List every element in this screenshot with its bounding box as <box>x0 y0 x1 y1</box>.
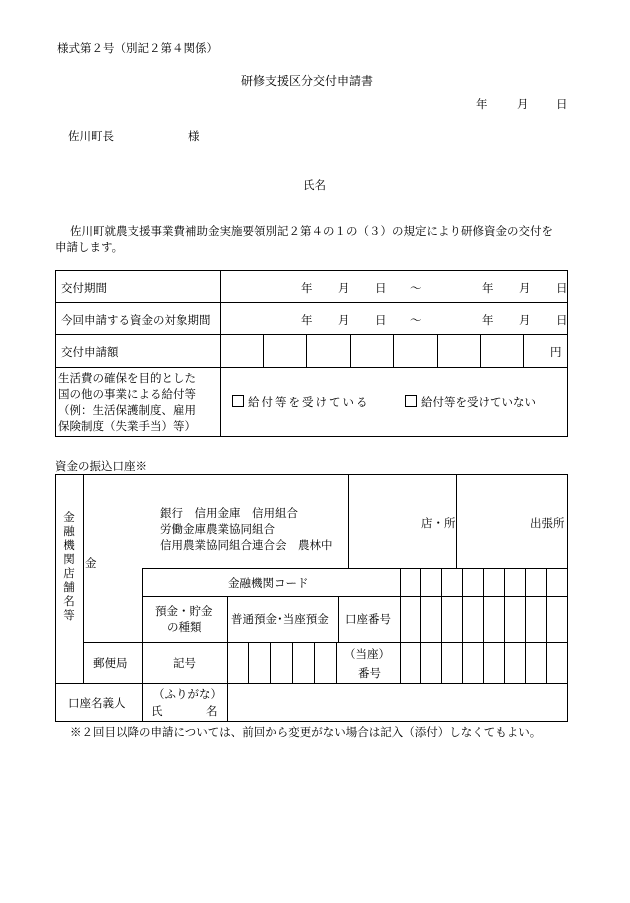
target-period-end-month: 月 <box>519 313 531 327</box>
date-month: 月 <box>517 97 529 111</box>
grant-period-start-month: 月 <box>338 281 350 295</box>
body-text-line1: 佐川町就農支援事業費補助金実施要領別記２第４の１の（３）の規定により研修資金の交付を <box>70 224 553 238</box>
target-period-start-day: 日 <box>375 313 387 327</box>
deposit-type-options: 普通預金･当座預金 <box>231 612 329 626</box>
body-text-line2: 申請します。 <box>55 240 124 254</box>
form-title: 研修支援区分交付申請書 <box>241 74 374 88</box>
account-heading: 資金の振込口座※ <box>55 459 147 473</box>
target-period-start-year: 年 <box>301 313 313 327</box>
checkbox-receiving[interactable] <box>232 395 244 407</box>
other-benefits-label-3: （例：生活保護制度、雇用 <box>58 403 196 417</box>
option-not-receiving[interactable] <box>405 394 536 410</box>
furigana-label: （ふりがな） <box>153 687 222 701</box>
addressee-honorific: 様 <box>188 129 200 143</box>
branch-label: 店・所 <box>421 516 456 530</box>
post-office-label: 郵便局 <box>93 656 128 670</box>
grant-period-start-day: 日 <box>375 281 387 295</box>
grant-period-tilde: ～ <box>410 281 422 295</box>
date-day: 日 <box>556 97 568 111</box>
current-account-label-2: 番号 <box>358 666 381 680</box>
account-holder-label: 口座名義人 <box>68 696 126 710</box>
deposit-type-label-2: の種類 <box>167 620 202 634</box>
institution-code-label: 金融機関コード <box>228 576 309 590</box>
grant-period-end-day: 日 <box>556 281 568 295</box>
sub-branch-label: 出張所 <box>530 516 565 530</box>
option-not-receiving-label: 給付等を受けていない <box>421 395 536 409</box>
target-period-end-day: 日 <box>556 313 568 327</box>
option-receiving-label: 給付等を受けている <box>248 395 370 409</box>
financial-institution-side-label: 金融機関店舗名等 <box>63 510 75 622</box>
other-benefits-label-2: 国の他の事業による給付等 <box>58 387 196 401</box>
postal-symbol-label: 記号 <box>173 656 196 670</box>
grant-period-end-year: 年 <box>482 281 494 295</box>
deposit-type-label-1: 預金・貯金 <box>155 604 213 618</box>
grant-period-end-month: 月 <box>519 281 531 295</box>
checkbox-not-receiving[interactable] <box>405 395 417 407</box>
target-period-end-year: 年 <box>482 313 494 327</box>
kin-char: 金 <box>85 556 97 570</box>
applicant-name-label: 氏名 <box>303 178 326 192</box>
bank-types-line1: 銀行 信用金庫 信用組合 <box>160 506 298 520</box>
bank-types-line3: 信用農業協同組合連合会 農林中 <box>160 538 333 552</box>
addressee-name: 佐川町長 <box>68 129 114 143</box>
grant-period-label: 交付期間 <box>61 281 107 295</box>
footnote: ※２回目以降の申請については、前回から変更がない場合は記入（添付）しなくてもよい。 <box>70 725 542 739</box>
bank-types-line2: 労働金庫農業協同組合 <box>160 522 275 536</box>
option-receiving[interactable] <box>232 394 370 410</box>
other-benefits-label-4: 保険制度（失業手当）等） <box>58 419 196 433</box>
date-year: 年 <box>476 97 488 111</box>
amount-label: 交付申請額 <box>61 345 119 359</box>
form-number: 様式第２号（別記２第４関係） <box>57 41 218 55</box>
grant-period-start-year: 年 <box>301 281 313 295</box>
account-number-label: 口座番号 <box>345 612 391 626</box>
target-period-start-month: 月 <box>338 313 350 327</box>
holder-name-left: 氏 <box>151 704 163 718</box>
yen-unit: 円 <box>550 345 562 359</box>
holder-name-right: 名 <box>206 704 218 718</box>
target-period-tilde: ～ <box>410 313 422 327</box>
current-account-label-1: （当座） <box>344 647 390 661</box>
other-benefits-label-1: 生活費の確保を目的とした <box>58 371 196 385</box>
target-period-label: 今回申請する資金の対象期間 <box>61 313 211 327</box>
